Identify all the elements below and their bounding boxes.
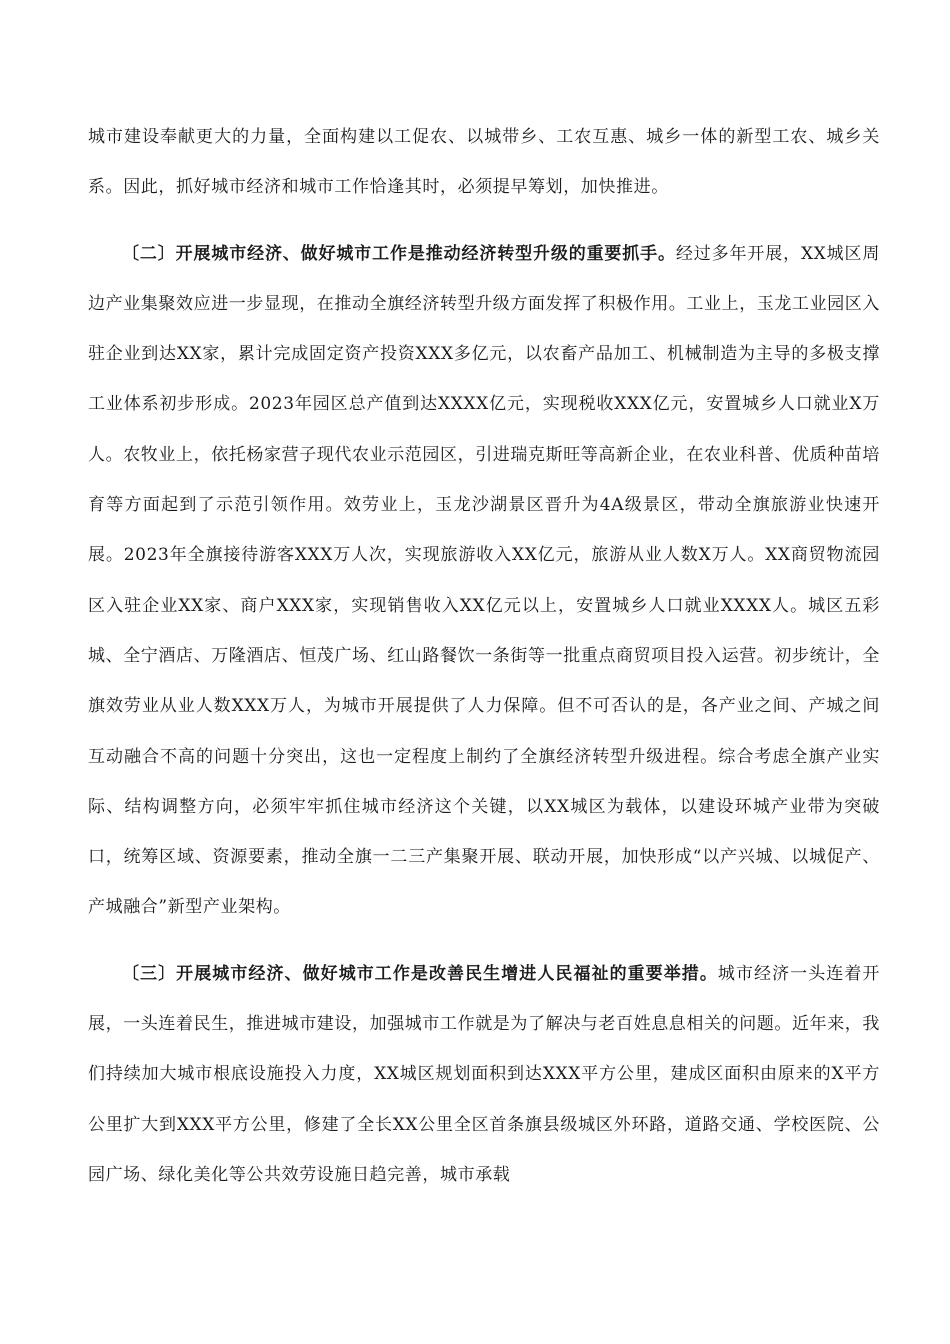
paragraph-body: 城市经济一头连着开展，一头连着民生，推进城市建设，加强城市工作就是为了解决与老百姓息息相关的问题。近年来，我们持续加大城市根底设施投入力度，XX城区规划面积到达XXX平方公里，建成区面积由原来的X平方公里扩大到XXX平方公里，修建了全长XX公里全区首条旗县级城区外环路，道路交通、学校医院、公园广场、绿化美化等公共效劳设施日趋完善，城市承载 — [88, 963, 880, 1185]
paragraph-section-2 — [88, 229, 880, 933]
section-heading: 〔三〕开展城市经济、做好城市工作是改善民生增进人民福祉的重要举措。 — [122, 963, 718, 984]
paragraph-body: 城市建设奉献更大的力量，全面构建以工促农、以城带乡、工农互惠、城乡一体的新型工农、城乡关系。因此，抓好城市经济和城市工作恰逢其时，必须提早筹划，加快推进。 — [88, 127, 880, 198]
paragraph-section-3 — [88, 949, 880, 1200]
paragraph-continuation — [88, 112, 880, 213]
paragraph-body: 经过多年开展，XX城区周边产业集聚效应进一步显现，在推动全旗经济转型升级方面发挥了积极作用。工业上，玉龙工业园区入驻企业到达XX家，累计完成固定资产投资XXX多亿元，以农畜产品加工、机械制造为主导的多极支撑工业体系初步形成。2023年园区总产值到达XXXX亿元，实现税收XXX亿元，安置城乡人口就业X万人。农牧业上，依托杨家营子现代农业示范园区，引进瑞克斯旺等高新企业，在农业科普、优质种苗培育等方面起到了示范引领作用。效劳业上，玉龙沙湖景区晋升为4A级景区，带动全旗旅游业快速开展。2023年全旗接待游客XXX万人次，实现旅游收入XX亿元，旅游从业人数X万人。XX商贸物流园区入驻企业XX家、商户XXX家，实现销售收入XX亿元以上，安置城乡人口就业XXXX人。城区五彩城、全宁酒店、万隆酒店、恒茂广场、红山路餐饮一条街等一批重点商贸项目投入运营。初步统计，全旗效劳业从业人数XXX万人，为城市开展提供了人力保障。但不可否认的是，各产业之间、产城之间互动融合不高的问题十分突出，这也一定程度上制约了全旗经济转型升级进程。综合考虑全旗产业实际、结构调整方向，必须牢牢抓住城市经济这个关键，以XX城区为载体，以建设环城产业带为突破口，统筹区域、资源要素，推动全旗一二三产集聚开展、联动开展，加快形成“以产兴城、以城促产、产城融合”新型产业架构。 — [88, 243, 880, 918]
section-heading: 〔二〕开展城市经济、做好城市工作是推动经济转型升级的重要抓手。 — [122, 243, 676, 264]
document-page — [88, 112, 880, 1200]
